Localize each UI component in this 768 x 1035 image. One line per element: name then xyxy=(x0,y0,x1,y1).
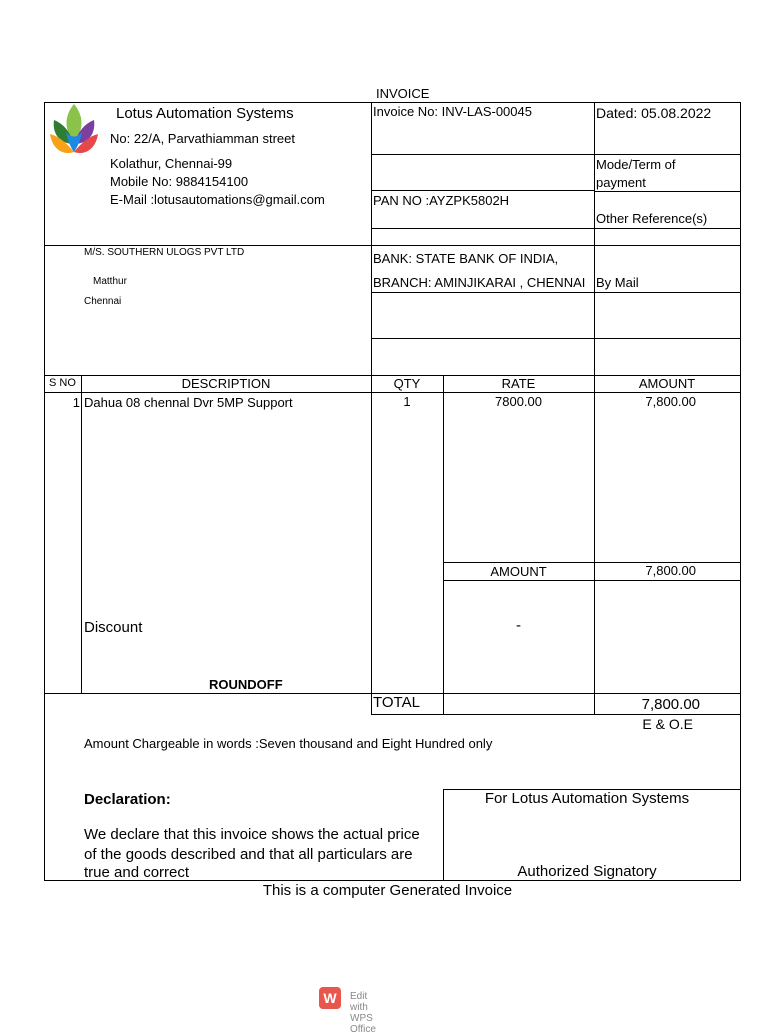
declaration-line3: true and correct xyxy=(84,864,190,881)
company-address-line1: No: 22/A, Parvathiamman street xyxy=(110,131,295,146)
grid-line xyxy=(443,580,741,581)
grid-line xyxy=(443,562,741,563)
other-reference: Other Reference(s) xyxy=(596,211,708,226)
amount-in-words: Amount Chargeable in words :Seven thousand and Eight Hundred only xyxy=(84,736,493,751)
header-sno: S NO xyxy=(49,377,76,389)
header-description: DESCRIPTION xyxy=(181,376,271,391)
declaration-line2: of the goods described and that all particulars are xyxy=(84,846,413,863)
row-description: Dahua 08 chennal Dvr 5MP Support xyxy=(84,395,293,410)
wps-logo-icon: W xyxy=(319,987,341,1009)
row-qty: 1 xyxy=(403,394,411,409)
company-email: E-Mail :lotusautomations@gmail.com xyxy=(110,192,325,207)
invoice-date: Dated: 05.08.2022 xyxy=(596,105,712,121)
header-amount: AMOUNT xyxy=(638,376,696,391)
subtotal-value: 7,800.00 xyxy=(645,563,696,578)
buyer-line2: Matthur xyxy=(93,276,127,287)
buyer-name: M/S. SOUTHERN ULOGS PVT LTD xyxy=(84,247,245,258)
pan-number: PAN NO :AYZPK5802H xyxy=(373,193,510,208)
lotus-logo-icon xyxy=(48,102,100,158)
header-rate: RATE xyxy=(501,376,536,391)
grid-line xyxy=(44,245,741,246)
mode-term-of-payment: Mode/Term of payment xyxy=(596,157,676,190)
discount-label: Discount xyxy=(84,619,143,636)
by-mail: By Mail xyxy=(596,275,639,290)
grid-line xyxy=(44,102,741,103)
grid-line xyxy=(443,375,444,714)
grid-line xyxy=(44,102,45,880)
company-address-line2: Kolathur, Chennai-99 xyxy=(110,156,233,171)
grid-line xyxy=(44,392,741,393)
bank-branch: BRANCH: AMINJIKARAI , CHENNAI xyxy=(373,275,586,290)
company-mobile: Mobile No: 9884154100 xyxy=(110,174,249,189)
for-company: For Lotus Automation Systems xyxy=(484,790,690,807)
company-name: Lotus Automation Systems xyxy=(116,105,294,122)
grid-line xyxy=(371,292,741,293)
grid-line xyxy=(371,190,594,191)
grid-line xyxy=(371,228,741,229)
header-qty: QTY xyxy=(393,376,421,391)
eoe-note: E & O.E xyxy=(642,716,693,732)
declaration-line1: We declare that this invoice shows the actual price xyxy=(84,826,420,843)
grid-line xyxy=(371,338,741,339)
row-amount: 7,800.00 xyxy=(645,394,696,409)
invoice-title: INVOICE xyxy=(376,86,430,101)
wps-badge-label: Edit with WPS Office xyxy=(350,991,376,1035)
roundoff-label: ROUNDOFF xyxy=(209,677,283,692)
discount-value: - xyxy=(516,617,521,634)
declaration-heading: Declaration: xyxy=(84,791,171,808)
computer-generated-note: This is a computer Generated Invoice xyxy=(262,882,513,899)
total-value: 7,800.00 xyxy=(641,696,700,713)
grid-line xyxy=(371,154,741,155)
total-label: TOTAL xyxy=(373,694,420,711)
grid-line xyxy=(371,714,741,715)
row-sno: 1 xyxy=(72,395,80,410)
authorized-signatory: Authorized Signatory xyxy=(517,863,657,880)
subtotal-label: AMOUNT xyxy=(490,564,547,579)
grid-line xyxy=(740,102,741,880)
row-rate: 7800.00 xyxy=(495,394,542,409)
invoice-number: Invoice No: INV-LAS-00045 xyxy=(373,104,532,119)
bank-name: BANK: STATE BANK OF INDIA, xyxy=(373,251,559,266)
grid-line xyxy=(81,375,82,693)
buyer-line3: Chennai xyxy=(84,296,122,307)
